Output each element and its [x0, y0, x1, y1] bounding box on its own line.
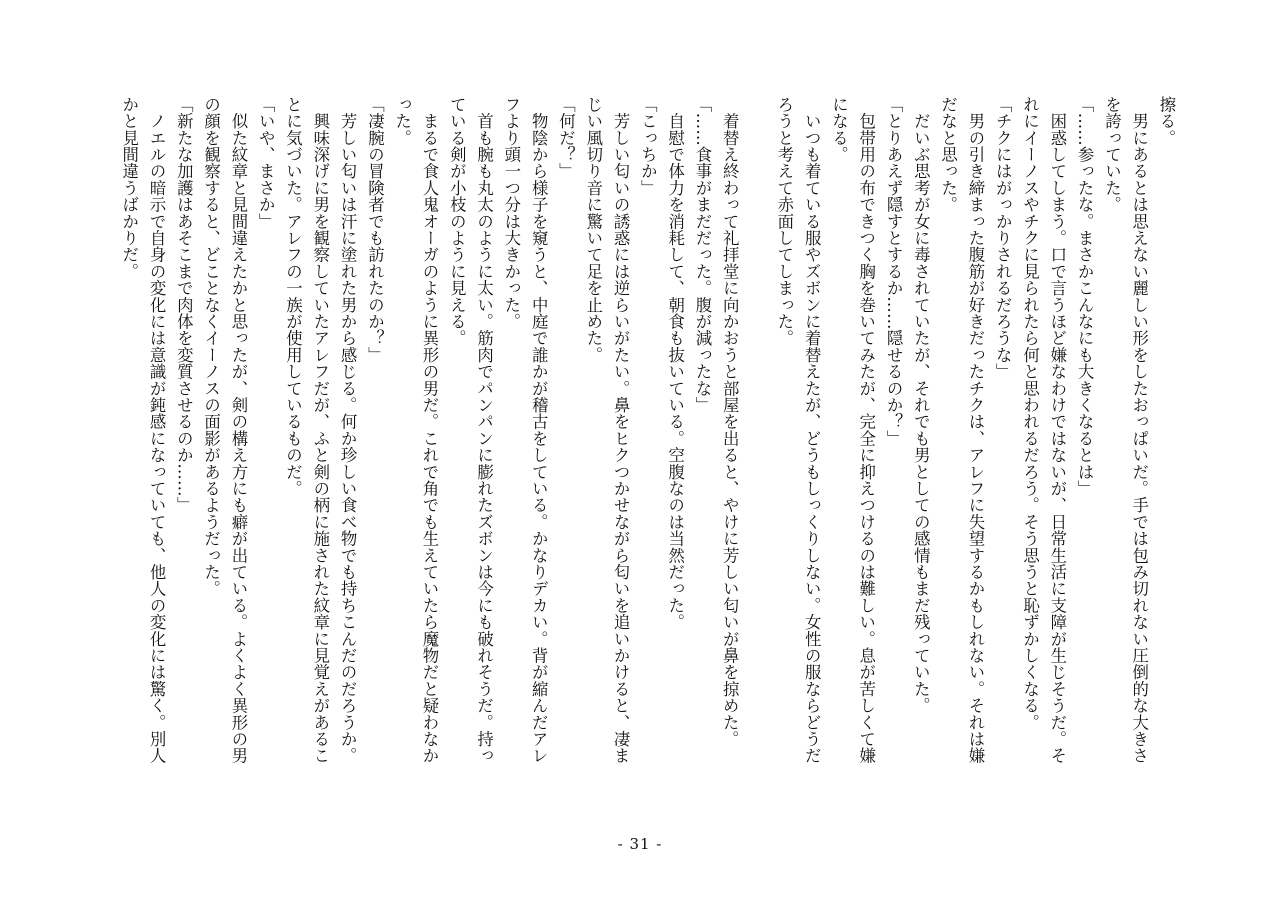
text-line: 「とりあえず隠すとするか……隠せるのか？」 [884, 96, 904, 447]
text-line: 似た紋章と見間違えたかと思ったが、剣の構え方にも癖が出ている。よくよく異形の男 [228, 96, 248, 764]
text-line: 興味深げに男を観察していたアレフだが、ふと剣の柄に施された紋章に見覚えがあるこ [310, 96, 330, 764]
text-line: 擦る。 [1157, 96, 1176, 147]
text-line: になる。 [829, 96, 849, 163]
text-line: 「チクにはがっかりされるだろうな」 [993, 96, 1013, 380]
text-line: まるで食人鬼オーガのように異形の男だ。これで角でも生えていたら魔物だと疑わなか [419, 96, 439, 764]
text-line: れにイーノスやチクに見られたら何と思われるだろう。そう思うと恥ずかしくなる。 [1020, 96, 1040, 731]
page-number: - 31 - [617, 835, 663, 853]
text-line: 着替え終わって礼拝堂に向かおうと部屋を出ると、やけに芳しい匂いが鼻を掠めた。 [720, 96, 740, 748]
text-line: の顔を観察すると、どことなくイーノスの面影があるようだった。 [201, 96, 221, 597]
text-line: 芳しい匂いは汗に塗れた男から感じる。何か珍しい食べ物でも持ちこんだのだろうか。 [338, 96, 358, 764]
text-line: 「何だ？」 [556, 96, 576, 180]
text-line: 「いや、まさか」 [256, 96, 276, 230]
vertical-text-body [115, 96, 1180, 816]
text-line: いつも着ている服やズボンに着替えたが、どうもしっくりしない。女性の服ならどうだ [802, 96, 822, 764]
text-line: を誇っていた。 [1102, 96, 1122, 213]
text-line: 男にあるとは思えない麗しい形をしたおっぱいだ。手では包み切れない圧倒的な大きさ [1129, 96, 1149, 764]
text-line: 自慰で体力を消耗して、朝食も抜いている。空腹なのは当然だった。 [665, 96, 685, 631]
text-line: ノエルの暗示で自身の変化には意識が鈍感になっていても、他人の変化には驚く。別人 [147, 96, 167, 764]
text-line: 「……参ったな。まさかこんなにも大きくなるとは」 [1075, 96, 1095, 497]
text-line: 男の引き締まった腹筋が好きだったチクは、アレフに失望するかもしれない。それは嫌 [965, 96, 985, 764]
blank-line [743, 96, 770, 816]
text-line: 首も腕も丸太のように太い。筋肉でパンパンに膨れたズボンは今にも破れそうだ。持っ [474, 96, 494, 764]
text-line: ている剣が小枝のように見える。 [447, 96, 467, 347]
text-line: じい風切り音に驚いて足を止めた。 [583, 96, 603, 364]
text-line: 芳しい匂いの誘惑には逆らいがたい。鼻をヒクつかせながら匂いを追いかけると、凄ま [611, 96, 631, 764]
text-line: 困惑してしまう。口で言うほど嫌なわけではないが、日常生活に支障が生じそうだ。そ [1047, 96, 1067, 764]
text-line: 「新たな加護はあそこまで肉体を変質させるのか……」 [174, 96, 194, 514]
text-line: った。 [392, 96, 412, 147]
text-line: ろうと考えて赤面してしまった。 [774, 96, 794, 347]
text-line: フより頭一つ分は大きかった。 [501, 96, 521, 330]
text-line: だいぶ思考が女に毒されていたが、それでも男としての感情もまだ残っていた。 [911, 96, 931, 714]
text-line: 「こっちか」 [638, 96, 658, 197]
text-line: かと見間違うばかりだ。 [119, 96, 139, 280]
text-line: 包帯用の布できつく胸を巻いてみたが、完全に抑えつけるのは難しい。息が苦しくて嫌 [856, 96, 876, 764]
text-line: 「凄腕の冒険者でも訪れたのか？」 [365, 96, 385, 364]
text-line: 「……食事がまだだった。腹が減ったな」 [692, 96, 712, 414]
text-line: とに気づいた。アレフの一族が使用しているものだ。 [283, 96, 303, 497]
text-line: 物陰から様子を窺うと、中庭で誰かが稽古をしている。かなりデカい。背が縮んだアレ [529, 96, 549, 764]
text-line: だなと思った。 [938, 96, 958, 213]
